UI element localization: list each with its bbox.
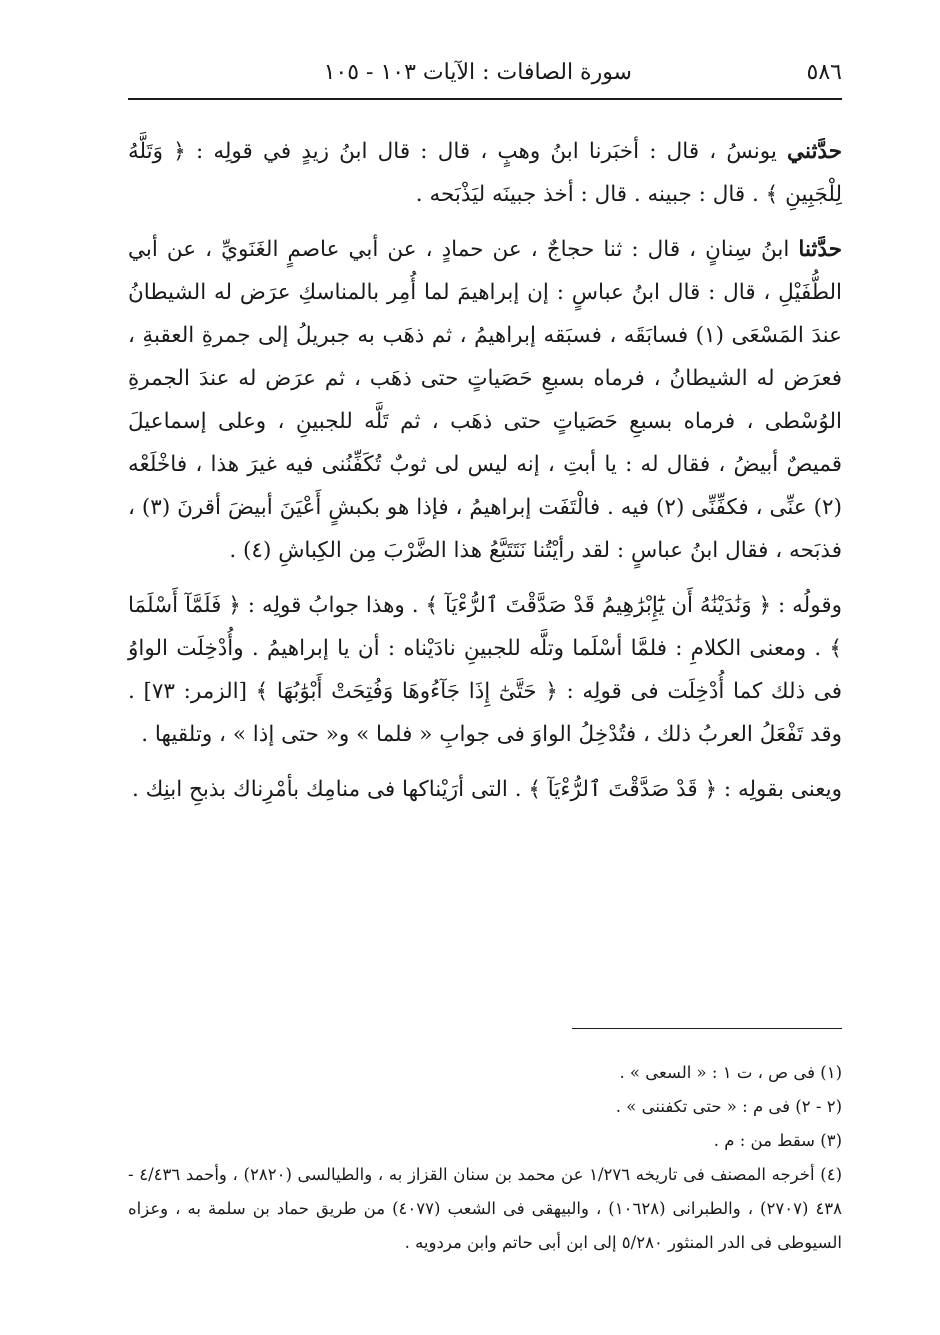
paragraph-text: وقولُه : ﴿ وَنَٰدَيْنَٰهُ أَن يَٰٓإِبْرَٰهِيمُ قَدْ صَدَّقْتَ ٱلرُّءْيَآ ﴾ . وهذا جوابُ قولِه : ﴿ فَلَمَّآ أَسْلَمَا ﴾ . ومعنى الكلامِ : فلمَّا أسْلَما وتلَّه للجبينِ نادَيْناه : أن يا إبراهيمُ . وأُدْخِلَت الواوُ فى ذلك كما أُدْخِلَت فى قولِه : ﴿ حَتَّىٰٓ إِذَا جَآءُوهَا وَفُتِحَتْ أَبْوَٰبُهَا ﴾ [الزمر: ٧٣] . وقد تَفْعَلُ العربُ ذلك ، فتُدْخِلُ الواوَ فى جوابِ « فلما » و« حتى إذا » ، وتلقيها . [128,593,842,747]
paragraph-text: يونسُ ، قال : أخبَرنا ابنُ وهبٍ ، قال : قال ابنُ زيدٍ في قولِه : ﴿ وَتَلَّهُ لِلْجَبِينِ ﴾ . قال : جبينه . قال : أخذ جبينَه ليَذْبَحه . [128,139,842,207]
paragraph [128,228,842,572]
paragraph [128,130,842,216]
running-title: سورة الصافات : الآيات ١٠٣ - ١٠٥ [323,60,632,85]
paragraph [128,584,842,756]
footnotes [128,1056,842,1260]
footnote: (٢ - ٢) فى م : « حتى تكفننى » . [615,1097,842,1116]
page-header [128,48,842,100]
page-number: ٥٨٦ [806,60,842,85]
paragraph-text: ويعنى بقولِه : ﴿ قَدْ صَدَّقْتَ ٱلرُّءْيَآ ﴾ . التى أرَيْناكها فى منامِك بأمْرِناك بذبحِ ابنِك . [131,777,842,802]
paragraph-lead: حدَّثني [787,139,842,164]
main-text [128,130,842,823]
footnote: (٣) سقط من : م . [713,1131,842,1150]
paragraph-text: ابنُ سِنانٍ ، قال : ثنا حجاجٌ ، عن حمادٍ ، عن أبي عاصمٍ الغَنَويِّ ، عن أبي الطُّفَيْلِ ، قال : قال ابنُ عباسٍ : إن إبراهيمَ لما أُمِر بالمناسكِ عرَض له الشيطانُ عندَ المَسْعَى (١) فسابَقَه ، فسبَقه إبراهيمُ ، ثم ذهَب به جبريلُ إلى جمرةِ العقبةِ ، فعرَض له الشيطانُ ، فرماه بسبعِ حَصَياتٍ حتى ذهَب ، ثم عرَض له عندَ الجمرةِ الوُسْطى ، فرماه بسبعِ حَصَياتٍ حتى ذهَب ، ثم تَلَّه للجبينِ ، وعلى إسماعيلَ قميصٌ أبيضُ ، فقال له : يا أبتِ ، إنه ليس لى ثوبٌ تُكَفِّنُنى فيه غيرَ هذا ، فاخْلَعْه (٢) عنِّى ، فكفِّنِّى (٢) فيه . فالْتَفَت إبراهيمُ ، فإذا هو بكبشٍ أَعْيَنَ أبيضَ أقرنَ (٣) ، فذبَحه ، فقال ابنُ عباسٍ : لقد رأيْتُنا نَتَتَبَّعُ هذا الضَّرْبَ مِن الكِباشِ (٤) . [128,237,842,563]
paragraph-lead: حدَّثنا [798,237,842,262]
footnote: (١) فى ص ، ت ١ : « السعى » . [619,1063,842,1082]
paragraph [128,768,842,811]
footnote: (٤) أخرجه المصنف فى تاريخه ١/٢٧٦ عن محمد بن سنان القزاز به ، والطيالسى (٢٨٢٠) ، وأحمد ٤/٤٣٦ - ٤٣٨ (٢٧٠٧) ، والطبرانى (١٠٦٢٨) ، والبيهقى فى الشعب (٤٠٧٧) من طريق حماد بن سلمة به ، وعزاه السيوطى فى الدر المنثور ٥/٢٨٠ إلى ابن أبى حاتم وابن مردويه . [128,1165,843,1252]
footnote-separator [572,1028,842,1029]
